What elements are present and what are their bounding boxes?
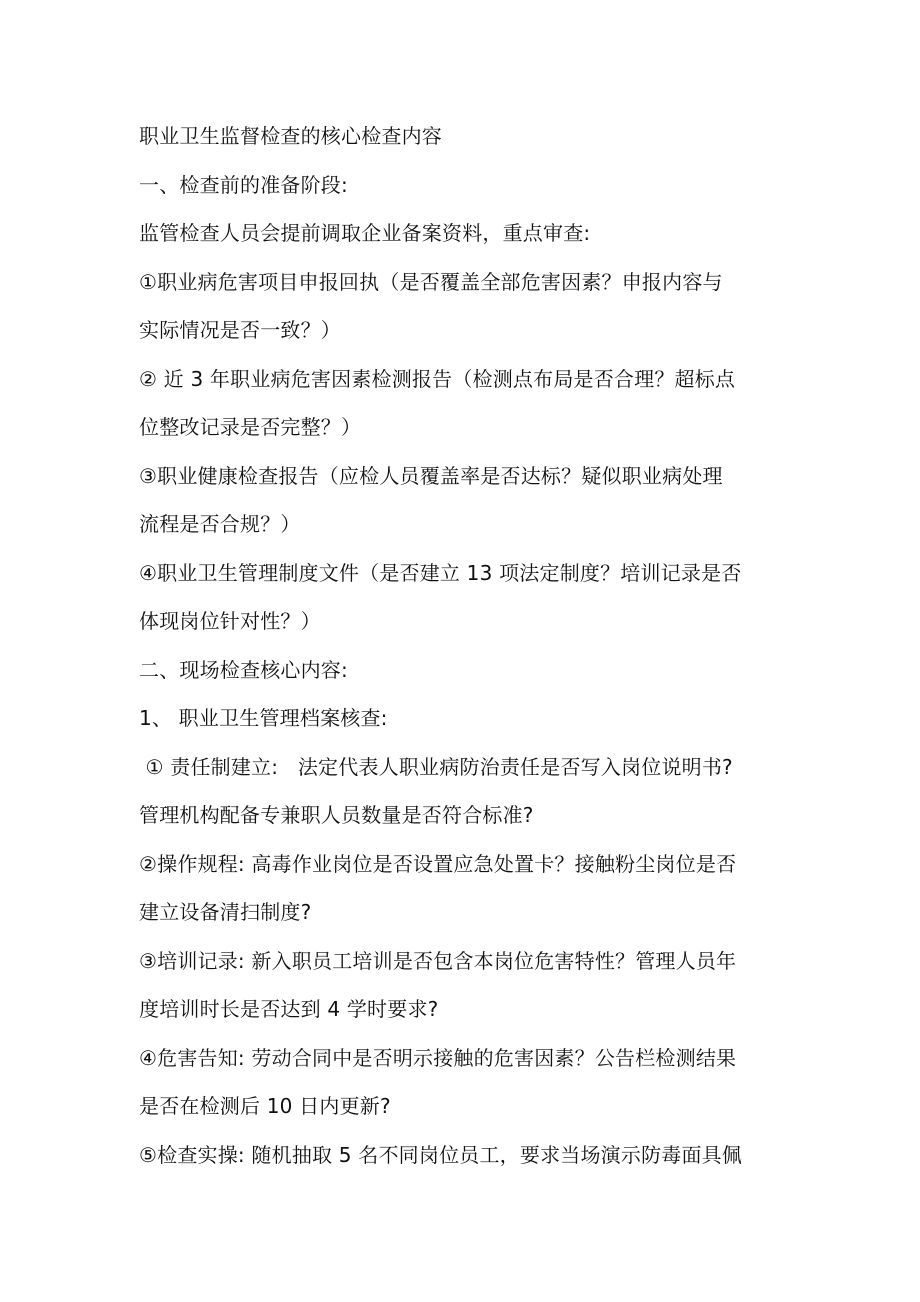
paragraph-line: ④危害告知: 劳动合同中是否明示接触的危害因素？公告栏检测结果 [139,1045,737,1070]
document-body [139,112,799,1179]
paragraph-line: 监管检查人员会提前调取企业备案资料，重点审查: [139,221,591,245]
paragraph-line: 实际情况是否一致？） [139,318,341,342]
paragraph-line: 是否在检测后 10 日内更新? [139,1094,391,1118]
paragraph-line: 管理机构配备专兼职人员数量是否符合标准? [139,803,534,827]
subsection-heading: 1、 职业卫生管理档案核查: [139,706,388,730]
paragraph-line: ⑤检查实操: 随机抽取 5 名不同岗位员工，要求当场演示防毒面具佩 [139,1142,743,1167]
paragraph-line: ③培训记录: 新入职员工培训是否包含本岗位危害特性？管理人员年 [139,948,737,973]
paragraph-line: ③职业健康检查报告（应检人员覆盖率是否达标？疑似职业病处理 [139,463,723,488]
paragraph-line: 流程是否合规？） [139,512,301,536]
paragraph-line: 建立设备清扫制度? [139,900,312,924]
section-heading-onsite: 二、现场检查核心内容: [139,657,348,682]
paragraph-line: ② 近 3 年职业病危害因素检测报告（检测点布局是否合理？超标点 [139,366,736,391]
paragraph-line: 位整改记录是否完整？） [139,415,362,439]
paragraph-line: ④职业卫生管理制度文件（是否建立 13 项法定制度？培训记录是否 [139,560,742,585]
section-heading-preparation: 一、检查前的准备阶段: [139,172,348,197]
paragraph-line: ②操作规程: 高毒作业岗位是否设置应急处置卡？接触粉尘岗位是否 [139,851,737,876]
document-title: 职业卫生监督检查的核心检查内容 [139,124,442,148]
paragraph-line: 度培训时长是否达到 4 学时要求? [139,997,439,1021]
paragraph-line: ①职业病危害项目申报回执（是否覆盖全部危害因素？申报内容与 [139,269,723,294]
paragraph-line: 体现岗位针对性？） [139,609,321,633]
paragraph-line: ① 责任制建立: 法定代表人职业病防治责任是否写入岗位说明书? [139,754,733,779]
